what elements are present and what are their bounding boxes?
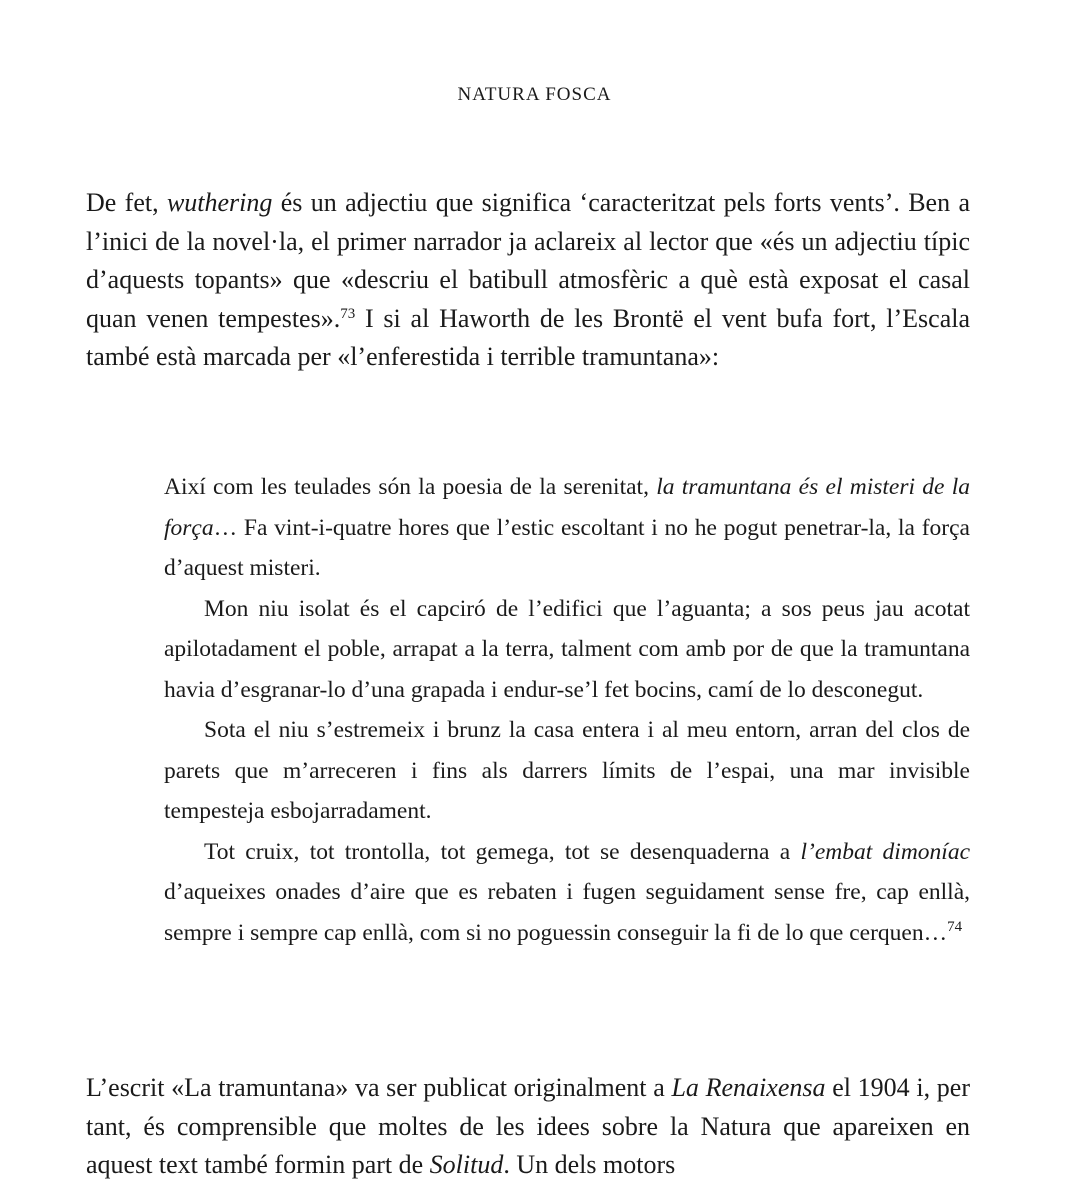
paragraph-1: [86, 184, 970, 377]
text-span: és un adjectiu que significa ‘caracteritzat pels forts vents’. Ben a l’inici de la novel·la, el primer narrador ja aclareix al lector que «és un adjectiu típic d’aquests topants» que «descriu el batibull atmosfèric a què està exposat el casal quan venen tempestes».: [86, 188, 970, 333]
text-span: Així com les teulades són la poesia de la serenitat,: [164, 474, 657, 500]
quote-paragraph-4: [164, 832, 970, 954]
quote-paragraph-3: Sota el niu s’estremeix i brunz la casa entera i al meu entorn, arran del clos de parets que m’arreceren i fins als darrers límits de l’espai, una mar invisible tempesteja esbojarradament.: [164, 717, 970, 824]
running-head: NATURA FOSCA: [457, 84, 612, 105]
text-span: L’escrit «La tramuntana» va ser publicat originalment a: [86, 1073, 672, 1102]
text-span: . Un dels motors: [503, 1150, 676, 1179]
italic-title: Solitud: [429, 1150, 504, 1179]
quote-paragraph-1: [164, 467, 970, 589]
text-span: el 1904 i, per tant, és comprensible que moltes de les idees sobre la Natura que apareixen en aquest text també formin part de: [86, 1073, 970, 1179]
footnote-ref-74[interactable]: 74: [947, 918, 963, 935]
paragraph-2: [86, 1069, 970, 1185]
italic-title: La Renaixensa: [671, 1073, 826, 1102]
text-span: De fet,: [86, 188, 167, 217]
text-span: d’aqueixes onades d’aire que es rebaten i fugen seguidament sense fre, cap enllà, sempre i sempre cap enllà, com si no poguessin conseguir la fi de lo que cerquen…: [164, 879, 970, 946]
text-span: … Fa vint-i-quatre hores que l’estic escoltant i no he pogut penetrar-la, la força d’aquest misteri.: [164, 514, 970, 581]
footnote-ref-73[interactable]: 73: [340, 305, 356, 322]
italic-phrase: l’embat dimoníac: [800, 838, 970, 865]
text-span: Tot cruix, tot trontolla, tot gemega, tot se desenquaderna a: [204, 838, 801, 865]
text-span: I si al Haworth de les Brontë el vent bufa fort, l’Escala també està marcada per «l’enferestida i terrible tramuntana»:: [86, 303, 970, 371]
block-quote: [164, 467, 970, 953]
italic-term: wuthering: [166, 188, 273, 217]
quote-paragraph-2: Mon niu isolat és el capciró de l’edifici que l’aguanta; a sos peus jau acotat apilotadament el poble, arrapat a la terra, talment com amb por de que la tramuntana havia d’esgranar-lo d’una grapada i endur-se’l fet bocins, camí de lo desconegut.: [164, 595, 970, 703]
italic-phrase: la tramuntana és el misteri de la força: [164, 474, 970, 541]
